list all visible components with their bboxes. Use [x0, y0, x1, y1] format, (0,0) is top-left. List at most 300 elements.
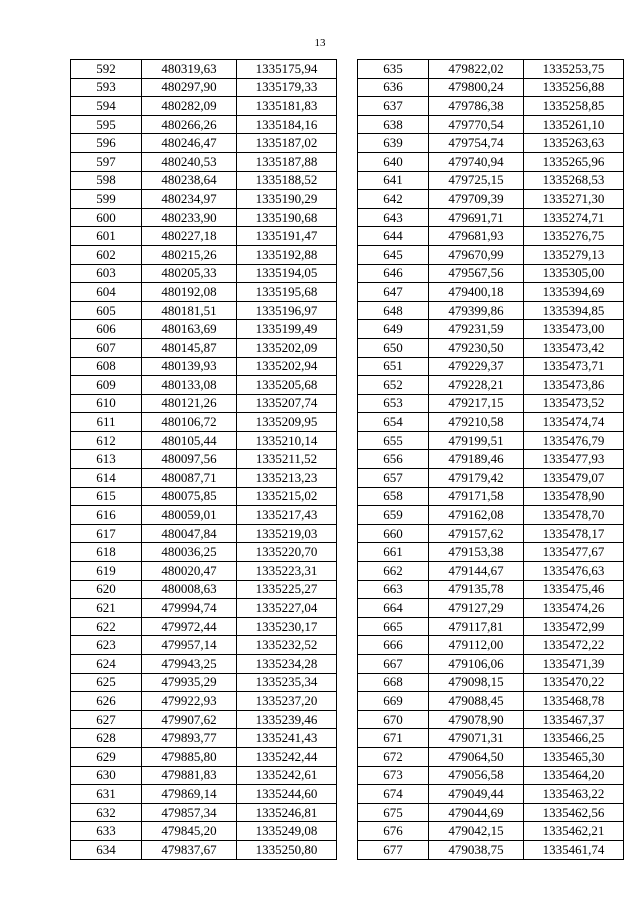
point-number-cell: 644: [358, 227, 429, 246]
point-number-cell: 611: [71, 413, 142, 432]
x-coordinate-cell: 480240,53: [142, 152, 237, 171]
table-row: [71, 785, 337, 804]
table-row: [358, 803, 624, 822]
point-number-cell: 647: [358, 283, 429, 302]
x-coordinate-cell: 479056,58: [429, 766, 524, 785]
y-coordinate-cell: 1335462,21: [524, 822, 624, 841]
y-coordinate-cell: 1335466,25: [524, 729, 624, 748]
x-coordinate-cell: 480020,47: [142, 562, 237, 581]
x-coordinate-cell: 479231,59: [429, 320, 524, 339]
y-coordinate-cell: 1335276,75: [524, 227, 624, 246]
x-coordinate-cell: 479071,31: [429, 729, 524, 748]
y-coordinate-cell: 1335478,70: [524, 506, 624, 525]
point-number-cell: 604: [71, 283, 142, 302]
table-row: [358, 562, 624, 581]
point-number-cell: 608: [71, 357, 142, 376]
y-coordinate-cell: 1335232,52: [237, 636, 337, 655]
y-coordinate-cell: 1335474,74: [524, 413, 624, 432]
x-coordinate-cell: 480008,63: [142, 580, 237, 599]
y-coordinate-cell: 1335475,46: [524, 580, 624, 599]
table-row: [71, 338, 337, 357]
x-coordinate-cell: 480205,33: [142, 264, 237, 283]
x-coordinate-cell: 479837,67: [142, 840, 237, 859]
x-coordinate-cell: 480097,56: [142, 450, 237, 469]
y-coordinate-cell: 1335268,53: [524, 171, 624, 190]
point-number-cell: 655: [358, 431, 429, 450]
x-coordinate-cell: 479153,38: [429, 543, 524, 562]
x-coordinate-cell: 479127,29: [429, 599, 524, 618]
table-row: [358, 171, 624, 190]
table-row: [71, 301, 337, 320]
table-row: [71, 840, 337, 859]
x-coordinate-cell: 479943,25: [142, 655, 237, 674]
table-row: [358, 431, 624, 450]
x-coordinate-cell: 479088,45: [429, 692, 524, 711]
point-number-cell: 649: [358, 320, 429, 339]
table-row: [358, 134, 624, 153]
point-number-cell: 603: [71, 264, 142, 283]
table-row: [358, 376, 624, 395]
point-number-cell: 651: [358, 357, 429, 376]
point-number-cell: 621: [71, 599, 142, 618]
table-row: [358, 543, 624, 562]
y-coordinate-cell: 1335464,20: [524, 766, 624, 785]
point-number-cell: 629: [71, 747, 142, 766]
x-coordinate-cell: 480075,85: [142, 487, 237, 506]
table-row: [71, 710, 337, 729]
y-coordinate-cell: 1335211,52: [237, 450, 337, 469]
x-coordinate-cell: 479972,44: [142, 617, 237, 636]
x-coordinate-cell: 480047,84: [142, 524, 237, 543]
y-coordinate-cell: 1335209,95: [237, 413, 337, 432]
x-coordinate-cell: 479217,15: [429, 394, 524, 413]
table-row: [71, 227, 337, 246]
table-row: [71, 562, 337, 581]
table-row: [71, 171, 337, 190]
y-coordinate-cell: 1335468,78: [524, 692, 624, 711]
x-coordinate-cell: 479800,24: [429, 78, 524, 97]
y-coordinate-cell: 1335473,86: [524, 376, 624, 395]
point-number-cell: 656: [358, 450, 429, 469]
point-number-cell: 632: [71, 803, 142, 822]
y-coordinate-cell: 1335476,79: [524, 431, 624, 450]
table-row: [358, 357, 624, 376]
point-number-cell: 641: [358, 171, 429, 190]
table-row: [358, 338, 624, 357]
point-number-cell: 660: [358, 524, 429, 543]
table-row: [71, 394, 337, 413]
y-coordinate-cell: 1335227,04: [237, 599, 337, 618]
y-coordinate-cell: 1335279,13: [524, 245, 624, 264]
x-coordinate-cell: 479922,93: [142, 692, 237, 711]
table-row: [71, 487, 337, 506]
x-coordinate-cell: 479399,86: [429, 301, 524, 320]
y-coordinate-cell: 1335473,42: [524, 338, 624, 357]
y-coordinate-cell: 1335175,94: [237, 60, 337, 79]
y-coordinate-cell: 1335473,52: [524, 394, 624, 413]
coordinates-table-right: [357, 59, 624, 860]
point-number-cell: 594: [71, 97, 142, 116]
x-coordinate-cell: 479078,90: [429, 710, 524, 729]
x-coordinate-cell: 479822,02: [429, 60, 524, 79]
x-coordinate-cell: 479691,71: [429, 208, 524, 227]
y-coordinate-cell: 1335192,88: [237, 245, 337, 264]
y-coordinate-cell: 1335246,81: [237, 803, 337, 822]
table-row: [71, 766, 337, 785]
x-coordinate-cell: 479112,00: [429, 636, 524, 655]
y-coordinate-cell: 1335199,49: [237, 320, 337, 339]
y-coordinate-cell: 1335472,22: [524, 636, 624, 655]
table-row: [358, 320, 624, 339]
x-coordinate-cell: 480238,64: [142, 171, 237, 190]
y-coordinate-cell: 1335470,22: [524, 673, 624, 692]
point-number-cell: 619: [71, 562, 142, 581]
x-coordinate-cell: 479567,56: [429, 264, 524, 283]
x-coordinate-cell: 479725,15: [429, 171, 524, 190]
x-coordinate-cell: 479106,06: [429, 655, 524, 674]
x-coordinate-cell: 480227,18: [142, 227, 237, 246]
point-number-cell: 657: [358, 469, 429, 488]
y-coordinate-cell: 1335239,46: [237, 710, 337, 729]
x-coordinate-cell: 480246,47: [142, 134, 237, 153]
x-coordinate-cell: 479229,37: [429, 357, 524, 376]
x-coordinate-cell: 479064,50: [429, 747, 524, 766]
point-number-cell: 600: [71, 208, 142, 227]
table-row: [358, 636, 624, 655]
y-coordinate-cell: 1335253,75: [524, 60, 624, 79]
y-coordinate-cell: 1335202,09: [237, 338, 337, 357]
point-number-cell: 622: [71, 617, 142, 636]
y-coordinate-cell: 1335188,52: [237, 171, 337, 190]
table-row: [71, 283, 337, 302]
table-row: [71, 208, 337, 227]
point-number-cell: 620: [71, 580, 142, 599]
point-number-cell: 598: [71, 171, 142, 190]
x-coordinate-cell: 479681,93: [429, 227, 524, 246]
point-number-cell: 623: [71, 636, 142, 655]
x-coordinate-cell: 480121,26: [142, 394, 237, 413]
x-coordinate-cell: 479754,74: [429, 134, 524, 153]
point-number-cell: 666: [358, 636, 429, 655]
point-number-cell: 672: [358, 747, 429, 766]
point-number-cell: 607: [71, 338, 142, 357]
point-number-cell: 617: [71, 524, 142, 543]
x-coordinate-cell: 480215,26: [142, 245, 237, 264]
point-number-cell: 635: [358, 60, 429, 79]
y-coordinate-cell: 1335474,26: [524, 599, 624, 618]
y-coordinate-cell: 1335223,31: [237, 562, 337, 581]
x-coordinate-cell: 480266,26: [142, 115, 237, 134]
y-coordinate-cell: 1335263,63: [524, 134, 624, 153]
table-row: [71, 245, 337, 264]
point-number-cell: 599: [71, 190, 142, 209]
y-coordinate-cell: 1335190,29: [237, 190, 337, 209]
x-coordinate-cell: 479786,38: [429, 97, 524, 116]
x-coordinate-cell: 480139,93: [142, 357, 237, 376]
table-row: [71, 803, 337, 822]
point-number-cell: 610: [71, 394, 142, 413]
y-coordinate-cell: 1335219,03: [237, 524, 337, 543]
point-number-cell: 624: [71, 655, 142, 674]
point-number-cell: 645: [358, 245, 429, 264]
point-number-cell: 595: [71, 115, 142, 134]
y-coordinate-cell: 1335467,37: [524, 710, 624, 729]
point-number-cell: 652: [358, 376, 429, 395]
table-row: [358, 152, 624, 171]
y-coordinate-cell: 1335202,94: [237, 357, 337, 376]
y-coordinate-cell: 1335305,00: [524, 264, 624, 283]
y-coordinate-cell: 1335215,02: [237, 487, 337, 506]
table-row: [71, 78, 337, 97]
point-number-cell: 638: [358, 115, 429, 134]
y-coordinate-cell: 1335195,68: [237, 283, 337, 302]
table-row: [358, 394, 624, 413]
table-row: [71, 152, 337, 171]
point-number-cell: 640: [358, 152, 429, 171]
point-number-cell: 668: [358, 673, 429, 692]
y-coordinate-cell: 1335241,43: [237, 729, 337, 748]
point-number-cell: 639: [358, 134, 429, 153]
table-row: [71, 97, 337, 116]
y-coordinate-cell: 1335235,34: [237, 673, 337, 692]
point-number-cell: 637: [358, 97, 429, 116]
x-coordinate-cell: 479049,44: [429, 785, 524, 804]
table-row: [71, 469, 337, 488]
x-coordinate-cell: 480106,72: [142, 413, 237, 432]
table-row: [358, 840, 624, 859]
table-row: [358, 766, 624, 785]
table-row: [358, 692, 624, 711]
x-coordinate-cell: 479210,58: [429, 413, 524, 432]
table-row: [71, 524, 337, 543]
y-coordinate-cell: 1335205,68: [237, 376, 337, 395]
table-row: [71, 264, 337, 283]
x-coordinate-cell: 479230,50: [429, 338, 524, 357]
x-coordinate-cell: 479179,42: [429, 469, 524, 488]
table-row: [358, 673, 624, 692]
point-number-cell: 643: [358, 208, 429, 227]
table-row: [358, 283, 624, 302]
y-coordinate-cell: 1335274,71: [524, 208, 624, 227]
table-row: [358, 747, 624, 766]
x-coordinate-cell: 479709,39: [429, 190, 524, 209]
table-row: [71, 636, 337, 655]
x-coordinate-cell: 479189,46: [429, 450, 524, 469]
table-row: [71, 729, 337, 748]
x-coordinate-cell: 479869,14: [142, 785, 237, 804]
x-coordinate-cell: 480234,97: [142, 190, 237, 209]
y-coordinate-cell: 1335196,97: [237, 301, 337, 320]
y-coordinate-cell: 1335479,07: [524, 469, 624, 488]
x-coordinate-cell: 480181,51: [142, 301, 237, 320]
x-coordinate-cell: 480192,08: [142, 283, 237, 302]
x-coordinate-cell: 479400,18: [429, 283, 524, 302]
table-row: [358, 227, 624, 246]
table-row: [358, 822, 624, 841]
point-number-cell: 601: [71, 227, 142, 246]
point-number-cell: 596: [71, 134, 142, 153]
table-row: [358, 487, 624, 506]
point-number-cell: 605: [71, 301, 142, 320]
x-coordinate-cell: 479845,20: [142, 822, 237, 841]
table-row: [71, 357, 337, 376]
x-coordinate-cell: 480233,90: [142, 208, 237, 227]
x-coordinate-cell: 479881,83: [142, 766, 237, 785]
y-coordinate-cell: 1335256,88: [524, 78, 624, 97]
point-number-cell: 648: [358, 301, 429, 320]
table-row: [358, 450, 624, 469]
point-number-cell: 597: [71, 152, 142, 171]
table-row: [71, 673, 337, 692]
x-coordinate-cell: 480059,01: [142, 506, 237, 525]
point-number-cell: 663: [358, 580, 429, 599]
x-coordinate-cell: 480036,25: [142, 543, 237, 562]
y-coordinate-cell: 1335461,74: [524, 840, 624, 859]
point-number-cell: 667: [358, 655, 429, 674]
y-coordinate-cell: 1335191,47: [237, 227, 337, 246]
y-coordinate-cell: 1335462,56: [524, 803, 624, 822]
table-row: [358, 97, 624, 116]
point-number-cell: 613: [71, 450, 142, 469]
table-row: [358, 655, 624, 674]
table-row: [71, 376, 337, 395]
table-row: [358, 208, 624, 227]
y-coordinate-cell: 1335207,74: [237, 394, 337, 413]
x-coordinate-cell: 479893,77: [142, 729, 237, 748]
y-coordinate-cell: 1335394,85: [524, 301, 624, 320]
table-row: [358, 524, 624, 543]
y-coordinate-cell: 1335394,69: [524, 283, 624, 302]
x-coordinate-cell: 479171,58: [429, 487, 524, 506]
point-number-cell: 636: [358, 78, 429, 97]
point-number-cell: 675: [358, 803, 429, 822]
table-row: [71, 580, 337, 599]
point-number-cell: 654: [358, 413, 429, 432]
table-row: [71, 413, 337, 432]
y-coordinate-cell: 1335230,17: [237, 617, 337, 636]
table-row: [71, 134, 337, 153]
table-row: [71, 60, 337, 79]
point-number-cell: 642: [358, 190, 429, 209]
x-coordinate-cell: 479199,51: [429, 431, 524, 450]
table-row: [71, 655, 337, 674]
table-row: [71, 320, 337, 339]
y-coordinate-cell: 1335477,93: [524, 450, 624, 469]
coordinates-table-left: [70, 59, 337, 860]
point-number-cell: 606: [71, 320, 142, 339]
point-number-cell: 661: [358, 543, 429, 562]
point-number-cell: 646: [358, 264, 429, 283]
y-coordinate-cell: 1335217,43: [237, 506, 337, 525]
table-row: [358, 599, 624, 618]
x-coordinate-cell: 480145,87: [142, 338, 237, 357]
point-number-cell: 602: [71, 245, 142, 264]
point-number-cell: 633: [71, 822, 142, 841]
point-number-cell: 634: [71, 840, 142, 859]
y-coordinate-cell: 1335210,14: [237, 431, 337, 450]
y-coordinate-cell: 1335473,00: [524, 320, 624, 339]
x-coordinate-cell: 479994,74: [142, 599, 237, 618]
y-coordinate-cell: 1335473,71: [524, 357, 624, 376]
y-coordinate-cell: 1335220,70: [237, 543, 337, 562]
y-coordinate-cell: 1335249,08: [237, 822, 337, 841]
point-number-cell: 677: [358, 840, 429, 859]
table-row: [358, 190, 624, 209]
x-coordinate-cell: 479162,08: [429, 506, 524, 525]
y-coordinate-cell: 1335242,61: [237, 766, 337, 785]
x-coordinate-cell: 479157,62: [429, 524, 524, 543]
point-number-cell: 627: [71, 710, 142, 729]
y-coordinate-cell: 1335213,23: [237, 469, 337, 488]
y-coordinate-cell: 1335187,02: [237, 134, 337, 153]
y-coordinate-cell: 1335181,83: [237, 97, 337, 116]
y-coordinate-cell: 1335476,63: [524, 562, 624, 581]
point-number-cell: 615: [71, 487, 142, 506]
table-row: [71, 617, 337, 636]
y-coordinate-cell: 1335234,28: [237, 655, 337, 674]
table-row: [71, 450, 337, 469]
table-row: [358, 710, 624, 729]
x-coordinate-cell: 479885,80: [142, 747, 237, 766]
point-number-cell: 669: [358, 692, 429, 711]
x-coordinate-cell: 479670,99: [429, 245, 524, 264]
x-coordinate-cell: 479098,15: [429, 673, 524, 692]
table-row: [71, 543, 337, 562]
x-coordinate-cell: 479907,62: [142, 710, 237, 729]
table-row: [358, 78, 624, 97]
y-coordinate-cell: 1335478,17: [524, 524, 624, 543]
y-coordinate-cell: 1335477,67: [524, 543, 624, 562]
point-number-cell: 612: [71, 431, 142, 450]
point-number-cell: 609: [71, 376, 142, 395]
x-coordinate-cell: 479740,94: [429, 152, 524, 171]
point-number-cell: 650: [358, 338, 429, 357]
table-row: [358, 301, 624, 320]
y-coordinate-cell: 1335250,80: [237, 840, 337, 859]
table-row: [358, 506, 624, 525]
point-number-cell: 592: [71, 60, 142, 79]
point-number-cell: 670: [358, 710, 429, 729]
table-row: [358, 729, 624, 748]
table-row: [358, 60, 624, 79]
x-coordinate-cell: 479935,29: [142, 673, 237, 692]
y-coordinate-cell: 1335179,33: [237, 78, 337, 97]
point-number-cell: 659: [358, 506, 429, 525]
point-number-cell: 626: [71, 692, 142, 711]
point-number-cell: 673: [358, 766, 429, 785]
point-number-cell: 616: [71, 506, 142, 525]
x-coordinate-cell: 480297,90: [142, 78, 237, 97]
x-coordinate-cell: 479228,21: [429, 376, 524, 395]
point-number-cell: 630: [71, 766, 142, 785]
x-coordinate-cell: 480319,63: [142, 60, 237, 79]
x-coordinate-cell: 479042,15: [429, 822, 524, 841]
table-row: [71, 115, 337, 134]
y-coordinate-cell: 1335194,05: [237, 264, 337, 283]
y-coordinate-cell: 1335258,85: [524, 97, 624, 116]
y-coordinate-cell: 1335478,90: [524, 487, 624, 506]
point-number-cell: 658: [358, 487, 429, 506]
table-row: [71, 822, 337, 841]
x-coordinate-cell: 480163,69: [142, 320, 237, 339]
point-number-cell: 664: [358, 599, 429, 618]
y-coordinate-cell: 1335190,68: [237, 208, 337, 227]
y-coordinate-cell: 1335242,44: [237, 747, 337, 766]
x-coordinate-cell: 479144,67: [429, 562, 524, 581]
x-coordinate-cell: 479957,14: [142, 636, 237, 655]
table-row: [71, 431, 337, 450]
y-coordinate-cell: 1335184,16: [237, 115, 337, 134]
